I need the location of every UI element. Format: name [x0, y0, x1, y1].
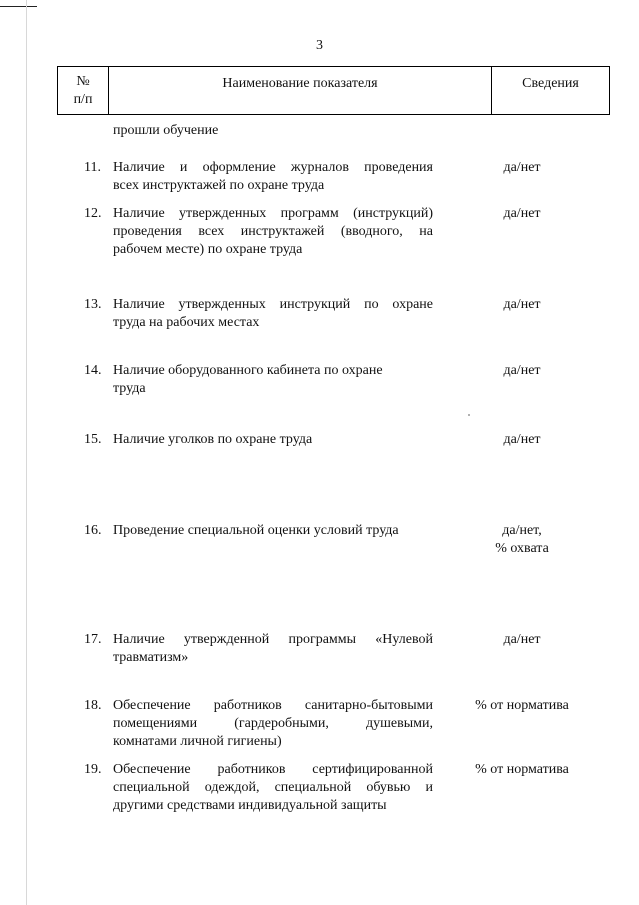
header-info: Сведения — [522, 76, 579, 91]
row-info-line: да/нет — [503, 363, 541, 378]
row-indicator-text — [113, 205, 433, 259]
row-info — [460, 205, 584, 223]
row-indicator-text — [113, 296, 433, 332]
scan-margin-line — [26, 0, 27, 905]
row-text-line: Наличие утвержденной программы «Нулевой — [113, 632, 433, 647]
row-info — [460, 761, 584, 779]
row-text-line: труда — [113, 381, 146, 396]
row-indicator-text — [113, 431, 433, 449]
continuation-text: прошли обучение — [113, 123, 219, 138]
header-number-column — [58, 67, 109, 114]
row-text-line: специальной одеждой, специальной обувью и — [113, 780, 433, 795]
row-text-line: проведения всех инструктажей (вводного, на — [113, 224, 433, 239]
row-indicator-text — [113, 159, 433, 195]
row-indicator-text — [113, 697, 433, 751]
row-indicator-text — [113, 522, 443, 540]
row-info — [460, 697, 584, 715]
row-info — [460, 159, 584, 177]
row-number: 16. — [84, 523, 102, 538]
row-text-line: Проведение специальной оценки условий труда — [113, 523, 399, 538]
row-info-line: да/нет — [503, 632, 541, 647]
row-info-line: да/нет — [503, 160, 541, 175]
row-info — [460, 522, 584, 558]
row-indicator-text — [113, 362, 433, 398]
row-text-line: травматизм» — [113, 650, 189, 665]
row-number: 11. — [84, 160, 101, 175]
row-number: 15. — [84, 432, 102, 447]
header-indicator-name: Наименование показателя — [109, 67, 492, 114]
row-info — [460, 296, 584, 314]
row-number: 19. — [84, 762, 102, 777]
row-text-line: Наличие утвержденных программ (инструкций) — [113, 206, 433, 221]
row-text-line: Обеспечение работников сертифицированной — [113, 762, 433, 777]
row-number: 13. — [84, 297, 102, 312]
row-info — [460, 431, 584, 449]
page-number: 3 — [316, 38, 323, 53]
row-text-line: Наличие оборудованного кабинета по охране — [113, 363, 383, 378]
row-number: 17. — [84, 632, 102, 647]
row-info-line: % охвата — [495, 541, 549, 556]
row-text-line: Обеспечение работников санитарно-бытовыми — [113, 698, 433, 713]
row-text-line: другими средствами индивидуальной защиты — [113, 798, 387, 813]
row-text-line: комнатами личной гигиены) — [113, 734, 282, 749]
row-indicator-text — [113, 761, 433, 815]
row-info-line: % от норматива — [475, 698, 569, 713]
row-text-line: Наличие уголков по охране труда — [113, 432, 313, 447]
row-number: 18. — [84, 698, 102, 713]
table-header — [57, 66, 610, 115]
row-info — [460, 631, 584, 649]
row-number: 14. — [84, 363, 102, 378]
row-text-line: всех инструктажей по охране труда — [113, 178, 325, 193]
row-info-line: % от норматива — [475, 762, 569, 777]
row-number: 12. — [84, 206, 102, 221]
row-info — [460, 362, 584, 380]
row-text-line: помещениями (гардеробными, душевыми, — [113, 716, 433, 731]
row-text-line: Наличие и оформление журналов проведения — [113, 160, 433, 175]
header-number-abbrev: п/п — [73, 92, 93, 107]
header-number-sign: № — [76, 74, 90, 89]
row-info-line: да/нет, — [502, 523, 542, 538]
row-indicator-text — [113, 631, 433, 667]
row-info-line: да/нет — [503, 206, 541, 221]
scan-speck — [468, 414, 470, 416]
row-text-line: Наличие утвержденных инструкций по охране — [113, 297, 433, 312]
row-text-line: рабочем месте) по охране труда — [113, 242, 303, 257]
scan-corner-mark — [0, 0, 37, 7]
row-text-line: труда на рабочих местах — [113, 315, 260, 330]
row-info-line: да/нет — [503, 297, 541, 312]
row-info-line: да/нет — [503, 432, 541, 447]
